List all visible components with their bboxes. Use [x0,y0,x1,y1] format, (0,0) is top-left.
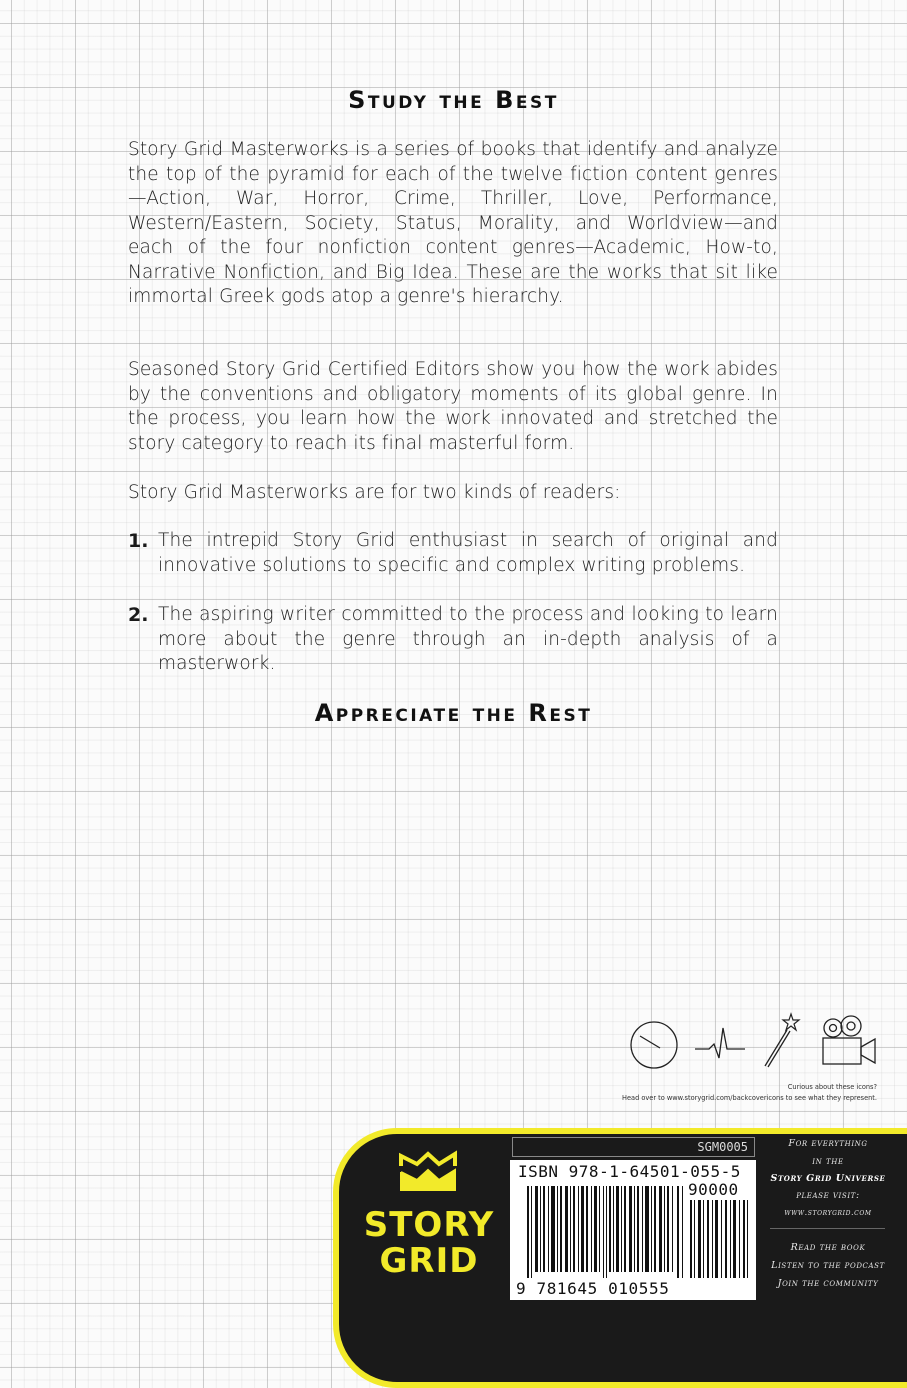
list-text: The aspiring writer committed to the process and looking to learn more about the genre through an in-depth analysis of a masterwork. [158,604,778,674]
read-the-book: Read the book [790,1242,866,1253]
paragraph-editors: Seasoned Story Grid Certified Editors show you how the work abides by the conventions and obligatory moments of its global genre. In the process, you learn how the work innovated and stretched the story category to reach its final masterful form. [128,359,778,454]
icon-note-url: Head over to www.storygrid.com/backcovericons to see what they represent. [622,1094,877,1102]
side-line-4: please visit: [796,1190,860,1201]
heading-study-the-best: Study the Best [348,86,559,114]
list-number: 1. [128,530,149,552]
heartbeat-icon [695,1018,747,1070]
list-number: 2. [128,604,149,626]
icon-note-question: Curious about these icons? [787,1083,877,1091]
magic-wand-icon [761,1012,805,1070]
paragraph-intro: Story Grid Masterworks is a series of books that identify and analyze the top of the pyramid for each of the twelve fiction content genres—Action, War, Horror, Crime, Thriller, Love, Performance, Western/Eastern, Society, Status, Morality, and Worldview—and each of the four nonfiction content genres—Academic, How-to, Narrative Nonfiction, and Big Idea. These are the works that sit like immortal Greek gods atop a genre's hierarchy. [128,139,778,307]
icons-row [625,1018,885,1078]
clock-icon [629,1018,679,1070]
paragraph-readers: Story Grid Masterworks are for two kinds of readers: [128,482,621,503]
join-community: Join the community [777,1278,879,1289]
addon-barcode-image [690,1200,750,1278]
price-code: 90000 [688,1180,739,1199]
listen-to-podcast: Listen to the podcast [771,1260,885,1271]
sku-code: SGM0005 [512,1137,755,1157]
heading-appreciate-the-rest: Appreciate the Rest [314,699,593,727]
side-line-1: For everything [788,1138,868,1149]
isbn-text: ISBN 978-1-64501-055-5 [518,1162,741,1181]
side-line-3: Story Grid Universe [770,1173,886,1184]
logo-grid: GRID [379,1241,479,1281]
list-text: The intrepid Story Grid enthusiast in search of original and innovative solutions to specific and complex writing problems. [158,530,778,576]
barcode-image [527,1186,685,1278]
film-camera-icon [819,1014,879,1070]
website-link[interactable]: www.storygrid.com [784,1208,872,1217]
side-divider [770,1228,885,1229]
ean-digits: 9 781645 010555 [516,1279,670,1298]
story-grid-logo-icon [399,1148,457,1192]
logo-story: STORY [363,1205,495,1245]
side-line-2: in the [812,1156,844,1167]
